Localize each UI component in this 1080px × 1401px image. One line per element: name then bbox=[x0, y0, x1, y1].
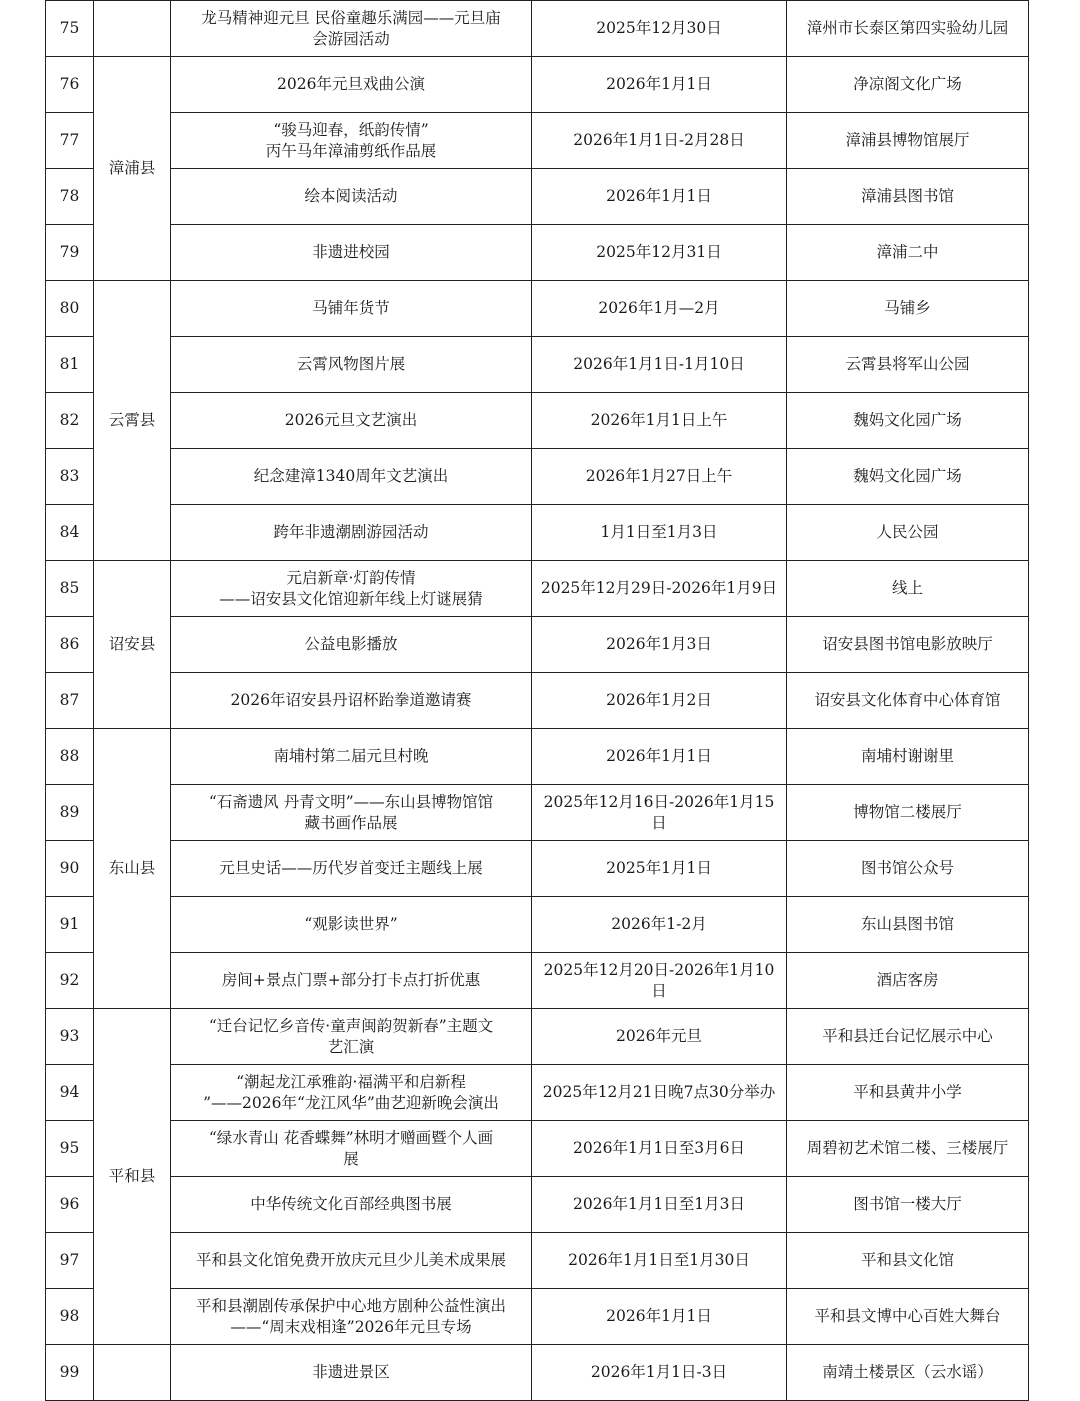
event-name: 平和县潮剧传承保护中心地方剧种公益性演出 ——“周末戏相逢”2026年元旦专场 bbox=[171, 1289, 532, 1345]
event-time: 2026年1月1日-2月28日 bbox=[532, 113, 787, 169]
event-name: “石斋遗风 丹青文明”——东山县博物馆馆 藏书画作品展 bbox=[171, 785, 532, 841]
table-row bbox=[46, 57, 1029, 113]
row-number: 94 bbox=[46, 1065, 94, 1121]
event-time: 2026年1月2日 bbox=[532, 673, 787, 729]
event-time: 2026年1月—2月 bbox=[532, 281, 787, 337]
event-place: 净凉阁文化广场 bbox=[787, 57, 1029, 113]
event-place: 漳浦二中 bbox=[787, 225, 1029, 281]
county-cell bbox=[94, 1, 171, 57]
table-row bbox=[46, 1177, 1029, 1233]
event-place: 诏安县文化体育中心体育馆 bbox=[787, 673, 1029, 729]
row-number: 86 bbox=[46, 617, 94, 673]
event-time: 2025年12月31日 bbox=[532, 225, 787, 281]
event-place: 酒店客房 bbox=[787, 953, 1029, 1009]
table-row bbox=[46, 561, 1029, 617]
event-place: 周碧初艺术馆二楼、三楼展厅 bbox=[787, 1121, 1029, 1177]
table-row bbox=[46, 1289, 1029, 1345]
row-number: 93 bbox=[46, 1009, 94, 1065]
row-number: 80 bbox=[46, 281, 94, 337]
event-place: 南埔村谢谢里 bbox=[787, 729, 1029, 785]
event-name: “迁台记忆乡音传·童声闽韵贺新春”主题文 艺汇演 bbox=[171, 1009, 532, 1065]
event-time: 2026年1月1日 bbox=[532, 169, 787, 225]
event-time: 2026年1月1日至3月6日 bbox=[532, 1121, 787, 1177]
event-name: 绘本阅读活动 bbox=[171, 169, 532, 225]
event-place: 南靖土楼景区（云水谣） bbox=[787, 1345, 1029, 1401]
row-number: 85 bbox=[46, 561, 94, 617]
table-row bbox=[46, 617, 1029, 673]
event-name: 非遗进景区 bbox=[171, 1345, 532, 1401]
event-name: 元启新章·灯韵传情 ——诏安县文化馆迎新年线上灯谜展猜 bbox=[171, 561, 532, 617]
event-place: 魏妈文化园广场 bbox=[787, 449, 1029, 505]
county-cell: 漳浦县 bbox=[94, 57, 171, 281]
event-place: 漳浦县图书馆 bbox=[787, 169, 1029, 225]
event-place: 图书馆公众号 bbox=[787, 841, 1029, 897]
event-place: 图书馆一楼大厅 bbox=[787, 1177, 1029, 1233]
event-name: 非遗进校园 bbox=[171, 225, 532, 281]
event-place: 魏妈文化园广场 bbox=[787, 393, 1029, 449]
events-table bbox=[45, 0, 1029, 1401]
table-row bbox=[46, 729, 1029, 785]
county-cell: 东山县 bbox=[94, 729, 171, 1009]
event-name: 平和县文化馆免费开放庆元旦少儿美术成果展 bbox=[171, 1233, 532, 1289]
event-place: 东山县图书馆 bbox=[787, 897, 1029, 953]
row-number: 89 bbox=[46, 785, 94, 841]
row-number: 84 bbox=[46, 505, 94, 561]
row-number: 78 bbox=[46, 169, 94, 225]
event-name: 跨年非遗潮剧游园活动 bbox=[171, 505, 532, 561]
event-time: 2026年1月1日 bbox=[532, 729, 787, 785]
event-time: 2026年1月1日 bbox=[532, 57, 787, 113]
event-place: 漳州市长泰区第四实验幼儿园 bbox=[787, 1, 1029, 57]
row-number: 79 bbox=[46, 225, 94, 281]
row-number: 88 bbox=[46, 729, 94, 785]
event-place: 平和县迁台记忆展示中心 bbox=[787, 1009, 1029, 1065]
table-row bbox=[46, 1065, 1029, 1121]
table-row bbox=[46, 337, 1029, 393]
table-row bbox=[46, 1, 1029, 57]
row-number: 81 bbox=[46, 337, 94, 393]
table-row bbox=[46, 1233, 1029, 1289]
table-row bbox=[46, 953, 1029, 1009]
event-place: 博物馆二楼展厅 bbox=[787, 785, 1029, 841]
event-time: 2025年1月1日 bbox=[532, 841, 787, 897]
row-number: 98 bbox=[46, 1289, 94, 1345]
table-row bbox=[46, 785, 1029, 841]
table-row bbox=[46, 449, 1029, 505]
event-name: 房间+景点门票+部分打卡点打折优惠 bbox=[171, 953, 532, 1009]
event-name: “骏马迎春，纸韵传情” 丙午马年漳浦剪纸作品展 bbox=[171, 113, 532, 169]
event-time: 2026年1月1日 bbox=[532, 1289, 787, 1345]
table-row bbox=[46, 225, 1029, 281]
event-time: 2025年12月16日-2026年1月15日 bbox=[532, 785, 787, 841]
table-row bbox=[46, 1345, 1029, 1401]
event-name: 2026元旦文艺演出 bbox=[171, 393, 532, 449]
event-time: 2025年12月20日-2026年1月10日 bbox=[532, 953, 787, 1009]
event-time: 2026年元旦 bbox=[532, 1009, 787, 1065]
row-number: 99 bbox=[46, 1345, 94, 1401]
event-name: 元旦史话——历代岁首变迁主题线上展 bbox=[171, 841, 532, 897]
row-number: 95 bbox=[46, 1121, 94, 1177]
table-row bbox=[46, 169, 1029, 225]
event-place: 平和县文化馆 bbox=[787, 1233, 1029, 1289]
table-row bbox=[46, 897, 1029, 953]
event-name: 中华传统文化百部经典图书展 bbox=[171, 1177, 532, 1233]
event-place: 平和县黄井小学 bbox=[787, 1065, 1029, 1121]
event-name: 云霄风物图片展 bbox=[171, 337, 532, 393]
table-row bbox=[46, 1009, 1029, 1065]
table-row bbox=[46, 1121, 1029, 1177]
event-name: “绿水青山 花香蝶舞”林明才赠画暨个人画 展 bbox=[171, 1121, 532, 1177]
event-name: 公益电影播放 bbox=[171, 617, 532, 673]
row-number: 90 bbox=[46, 841, 94, 897]
event-time: 2025年12月21日晚7点30分举办 bbox=[532, 1065, 787, 1121]
table-row bbox=[46, 505, 1029, 561]
event-place: 线上 bbox=[787, 561, 1029, 617]
event-name: 龙马精神迎元旦 民俗童趣乐满园——元旦庙 会游园活动 bbox=[171, 1, 532, 57]
county-cell bbox=[94, 1345, 171, 1401]
event-time: 2026年1月1日-3日 bbox=[532, 1345, 787, 1401]
event-name: 马铺年货节 bbox=[171, 281, 532, 337]
event-time: 2025年12月30日 bbox=[532, 1, 787, 57]
row-number: 82 bbox=[46, 393, 94, 449]
event-place: 诏安县图书馆电影放映厅 bbox=[787, 617, 1029, 673]
event-name: 2026年元旦戏曲公演 bbox=[171, 57, 532, 113]
event-time: 1月1日至1月3日 bbox=[532, 505, 787, 561]
event-time: 2025年12月29日-2026年1月9日 bbox=[532, 561, 787, 617]
event-time: 2026年1月1日上午 bbox=[532, 393, 787, 449]
table-row bbox=[46, 673, 1029, 729]
event-time: 2026年1月3日 bbox=[532, 617, 787, 673]
row-number: 92 bbox=[46, 953, 94, 1009]
row-number: 87 bbox=[46, 673, 94, 729]
row-number: 77 bbox=[46, 113, 94, 169]
event-time: 2026年1月1日-1月10日 bbox=[532, 337, 787, 393]
county-cell: 诏安县 bbox=[94, 561, 171, 729]
event-name: “观影读世界” bbox=[171, 897, 532, 953]
row-number: 91 bbox=[46, 897, 94, 953]
event-place: 平和县文博中心百姓大舞台 bbox=[787, 1289, 1029, 1345]
event-time: 2026年1-2月 bbox=[532, 897, 787, 953]
event-place: 马铺乡 bbox=[787, 281, 1029, 337]
event-place: 漳浦县博物馆展厅 bbox=[787, 113, 1029, 169]
event-time: 2026年1月27日上午 bbox=[532, 449, 787, 505]
table-row bbox=[46, 841, 1029, 897]
row-number: 76 bbox=[46, 57, 94, 113]
county-cell: 云霄县 bbox=[94, 281, 171, 561]
row-number: 75 bbox=[46, 1, 94, 57]
event-name: 2026年诏安县丹诏杯跆拳道邀请赛 bbox=[171, 673, 532, 729]
event-name: 纪念建漳1340周年文艺演出 bbox=[171, 449, 532, 505]
event-name: “潮起龙江承雅韵·福满平和启新程 ”——2026年“龙江风华”曲艺迎新晚会演出 bbox=[171, 1065, 532, 1121]
row-number: 96 bbox=[46, 1177, 94, 1233]
table-row bbox=[46, 281, 1029, 337]
table-row bbox=[46, 113, 1029, 169]
county-cell: 平和县 bbox=[94, 1009, 171, 1345]
event-place: 云霄县将军山公园 bbox=[787, 337, 1029, 393]
row-number: 83 bbox=[46, 449, 94, 505]
table-row bbox=[46, 393, 1029, 449]
event-time: 2026年1月1日至1月3日 bbox=[532, 1177, 787, 1233]
row-number: 97 bbox=[46, 1233, 94, 1289]
event-place: 人民公园 bbox=[787, 505, 1029, 561]
event-time: 2026年1月1日至1月30日 bbox=[532, 1233, 787, 1289]
event-name: 南埔村第二届元旦村晚 bbox=[171, 729, 532, 785]
